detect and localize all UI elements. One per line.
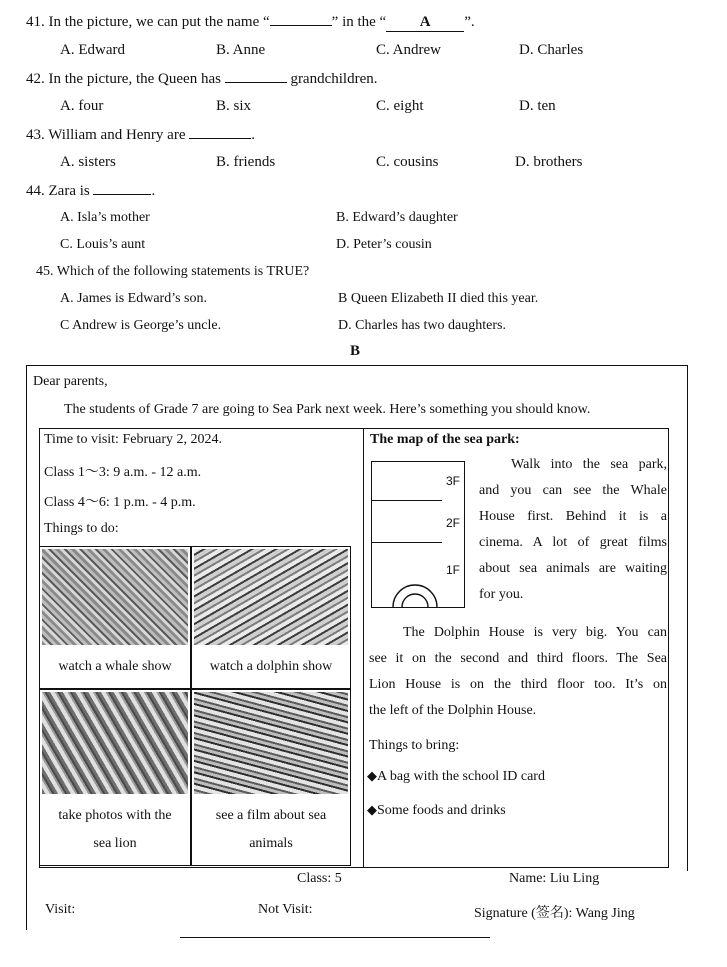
floor-label-2f: 2F bbox=[445, 516, 460, 530]
question-stem: ”. bbox=[464, 14, 475, 30]
dolphin-text-line: the left of the Dolphin House. bbox=[369, 703, 537, 718]
map-text-line: cinema. A lot of great films bbox=[479, 535, 667, 550]
activity-caption: watch a whale show bbox=[58, 659, 172, 674]
option-a[interactable]: A. James is Edward’s son. bbox=[60, 291, 207, 306]
not-visit-option[interactable]: Not Visit: bbox=[258, 902, 313, 917]
question-number: 45. bbox=[36, 264, 54, 279]
class-schedule-a: Class 1～3: 9 a.m. - 12 a.m. bbox=[44, 465, 202, 480]
entrance-arch-icon bbox=[390, 580, 440, 607]
question-44 bbox=[26, 183, 155, 200]
option-a[interactable]: A. Isla’s mother bbox=[60, 210, 150, 225]
activity-sea-lion-photos bbox=[39, 689, 191, 866]
option-d[interactable]: D. Charles bbox=[519, 42, 584, 58]
option-b[interactable]: B. six bbox=[216, 98, 252, 114]
map-text-line: House first. Behind it is a bbox=[479, 509, 667, 524]
answer-blank[interactable] bbox=[225, 82, 287, 83]
letter-greeting: Dear parents, bbox=[33, 374, 108, 389]
dolphin-text-line: Lion House is on the third floor too. It’s on bbox=[369, 677, 667, 692]
question-number: 42. bbox=[26, 71, 45, 87]
sea-park-map bbox=[371, 461, 465, 608]
activity-sea-film bbox=[191, 689, 351, 866]
diamond-bullet-icon: ◆ bbox=[367, 802, 377, 817]
floor-label-1f: 1F bbox=[445, 563, 460, 577]
dolphin-show-photo bbox=[194, 549, 348, 645]
option-b[interactable]: B. Anne bbox=[216, 42, 266, 58]
question-41 bbox=[26, 14, 475, 32]
letter-frame-edge bbox=[26, 870, 27, 930]
things-to-bring-heading: Things to bring: bbox=[369, 738, 460, 753]
answer-blank[interactable] bbox=[189, 138, 251, 139]
signature-field: Signature (签名): Wang Jing bbox=[474, 906, 635, 921]
activity-caption: take photos with the bbox=[58, 808, 172, 823]
activity-grid bbox=[39, 546, 351, 866]
activity-caption: watch a dolphin show bbox=[209, 659, 333, 674]
map-description bbox=[479, 452, 667, 608]
bottom-rule bbox=[180, 937, 490, 938]
things-to-do-heading: Things to do: bbox=[44, 521, 119, 536]
class-schedule-b: Class 4～6: 1 p.m. - 4 p.m. bbox=[44, 495, 196, 510]
class-field: Class: 5 bbox=[297, 871, 342, 886]
activity-caption: sea lion bbox=[93, 836, 137, 851]
activity-dolphin-show bbox=[191, 546, 351, 689]
question-stem: grandchildren. bbox=[290, 71, 378, 87]
option-c[interactable]: C. Louis’s aunt bbox=[60, 237, 146, 252]
dolphin-text-line: The Dolphin House is very big. You can bbox=[403, 625, 667, 640]
floor-divider bbox=[372, 542, 442, 543]
sea-film-photo bbox=[194, 692, 348, 794]
name-field: Name: Liu Ling bbox=[509, 871, 600, 886]
question-stem: William and Henry are bbox=[48, 127, 186, 143]
dolphin-text-line: see it on the second and third floors. The Sea bbox=[369, 651, 667, 666]
option-a[interactable]: A. Edward bbox=[60, 42, 125, 58]
floor-divider bbox=[372, 500, 442, 501]
option-b[interactable]: B Queen Elizabeth II died this year. bbox=[338, 291, 539, 306]
question-stem: In the picture, the Queen has bbox=[48, 71, 221, 87]
option-c[interactable]: C Andrew is George’s uncle. bbox=[60, 318, 222, 333]
option-d[interactable]: D. brothers bbox=[515, 154, 583, 170]
time-to-visit: Time to visit: February 2, 2024. bbox=[44, 432, 222, 447]
whale-show-photo bbox=[42, 549, 188, 645]
dolphin-house-description bbox=[369, 620, 667, 724]
answer-blank[interactable] bbox=[93, 194, 151, 195]
activity-caption: see a film about sea bbox=[215, 808, 327, 823]
option-d[interactable]: D. Charles has two daughters. bbox=[338, 318, 506, 333]
option-c[interactable]: C. cousins bbox=[376, 154, 439, 170]
question-stem: Zara is bbox=[48, 183, 90, 199]
floor-label-3f: 3F bbox=[445, 474, 460, 488]
question-43 bbox=[26, 127, 255, 144]
question-stem: In the picture, we can put the name “ bbox=[48, 14, 270, 30]
option-a[interactable]: A. four bbox=[60, 98, 104, 114]
question-stem: ” in the “ bbox=[331, 14, 387, 30]
answer-blank[interactable] bbox=[270, 25, 332, 26]
question-number: 44. bbox=[26, 183, 45, 199]
option-c[interactable]: C. eight bbox=[376, 98, 424, 114]
diamond-bullet-icon: ◆ bbox=[367, 768, 377, 783]
question-stem: . bbox=[251, 127, 255, 143]
activity-caption: animals bbox=[249, 836, 293, 851]
option-d[interactable]: D. ten bbox=[519, 98, 556, 114]
question-stem: Which of the following statements is TRUE? bbox=[56, 264, 310, 279]
question-45 bbox=[36, 264, 309, 280]
marker-blank: A bbox=[386, 14, 464, 32]
question-stem: . bbox=[151, 183, 156, 199]
question-number: 43. bbox=[26, 127, 45, 143]
option-a[interactable]: A. sisters bbox=[60, 154, 116, 170]
activity-whale-show bbox=[39, 546, 191, 689]
map-text-line: Walk into the sea park, bbox=[511, 457, 667, 472]
letter-intro: The students of Grade 7 are going to Sea Park next week. Here’s something you should know. bbox=[64, 402, 591, 417]
section-label: B bbox=[350, 343, 361, 359]
map-title: The map of the sea park: bbox=[370, 432, 520, 447]
option-b[interactable]: B. Edward’s daughter bbox=[336, 210, 458, 225]
sea-lion-photo bbox=[42, 692, 188, 794]
map-text-line: and you can see the Whale bbox=[479, 483, 667, 498]
bring-item: ◆A bag with the school ID card bbox=[367, 768, 545, 784]
question-number: 41. bbox=[26, 14, 45, 30]
visit-option[interactable]: Visit: bbox=[45, 902, 76, 917]
option-c[interactable]: C. Andrew bbox=[376, 42, 441, 58]
map-text-line: for you. bbox=[479, 587, 524, 602]
map-text-line: about sea animals are waiting bbox=[479, 561, 667, 576]
bring-item: ◆Some foods and drinks bbox=[367, 802, 506, 818]
question-42 bbox=[26, 71, 378, 88]
option-b[interactable]: B. friends bbox=[216, 154, 276, 170]
option-d[interactable]: D. Peter’s cousin bbox=[336, 237, 432, 252]
